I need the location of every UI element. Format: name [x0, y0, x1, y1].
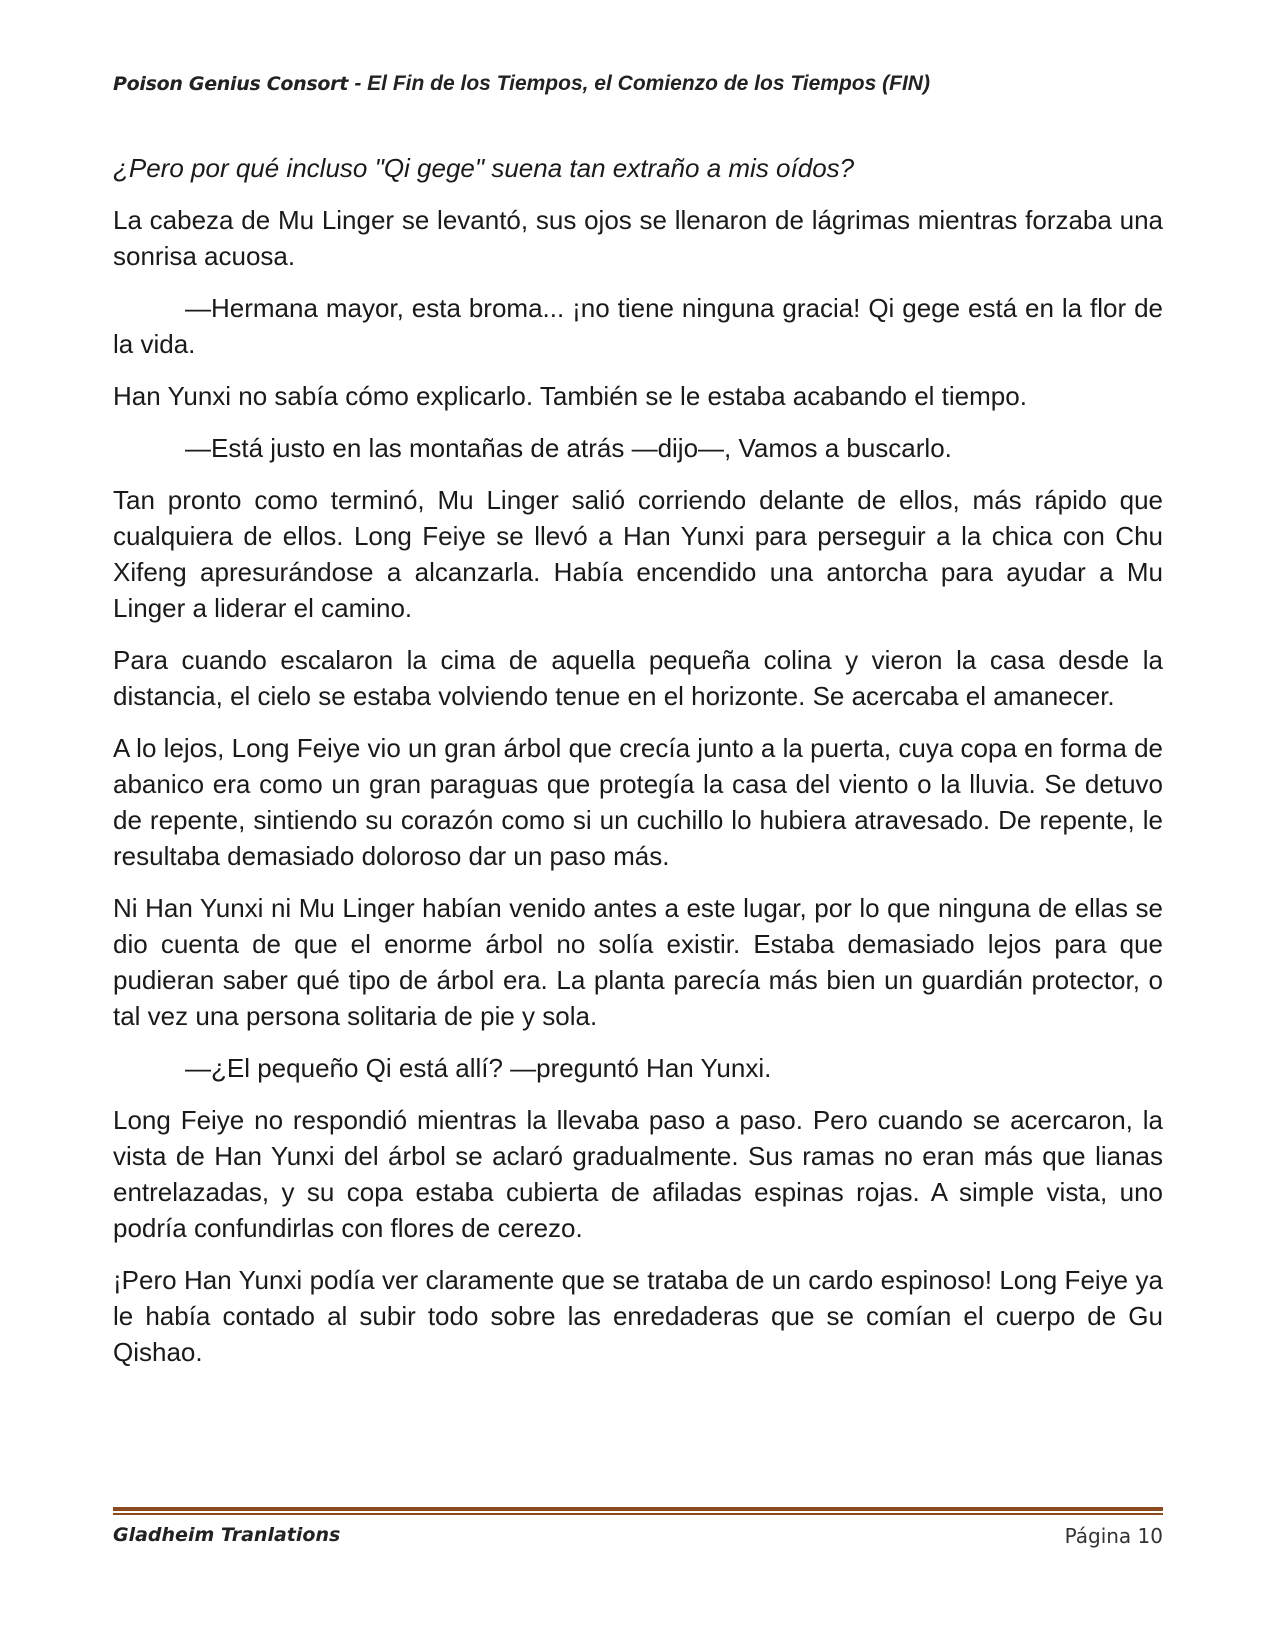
paragraph: —¿El pequeño Qi está allí? —preguntó Han Yunxi. — [185, 1053, 772, 1083]
paragraph: Tan pronto como terminó, Mu Linger salió corriendo delante de ellos, más rápido que cualquiera de ellos. Long Feiye se llevó a Han Yunxi para perseguir a la chica con Chu Xifeng apresurándose a alcanzarla. Había encendido una antorcha para ayudar a Mu Linger a liderar el camino. — [113, 485, 1163, 623]
paragraph: Han Yunxi no sabía cómo explicarlo. También se le estaba acabando el tiempo. — [113, 381, 1027, 411]
paragraph: —Hermana mayor, esta broma... ¡no tiene ninguna gracia! Qi gege está en la flor de la vida. — [113, 293, 1163, 359]
paragraph: ¿Pero por qué incluso "Qi gege" suena tan extraño a mis oídos? — [113, 153, 855, 183]
page-header — [113, 72, 1163, 96]
footer-publisher: Gladheim Tranlations — [113, 1524, 341, 1546]
footer-divider-thick — [113, 1507, 1163, 1511]
page-number: Página 10 — [1064, 1524, 1163, 1548]
paragraph: ¡Pero Han Yunxi podía ver claramente que se trataba de un cardo espinoso! Long Feiye ya le había contado al subir todo sobre las enredaderas que se comían el cuerpo de Gu Qishao. — [113, 1265, 1163, 1367]
paragraph: Para cuando escalaron la cima de aquella pequeña colina y vieron la casa desde la distancia, el cielo se estaba volviendo tenue en el horizonte. Se acercaba el amanecer. — [113, 645, 1163, 711]
paragraph: La cabeza de Mu Linger se levantó, sus ojos se llenaron de lágrimas mientras forzaba una sonrisa acuosa. — [113, 205, 1163, 271]
footer-divider — [113, 1507, 1163, 1516]
footer-divider-thin — [113, 1513, 1163, 1515]
paragraph: —Está justo en las montañas de atrás —dijo—, Vamos a buscarlo. — [185, 433, 952, 463]
header-chapter-title: - El Fin de los Tiempos, el Comienzo de los Tiempos (FIN) — [354, 72, 930, 95]
body-text — [113, 150, 1163, 1386]
paragraph: Ni Han Yunxi ni Mu Linger habían venido antes a este lugar, por lo que ninguna de ellas se dio cuenta de que el enorme árbol no solía existir. Estaba demasiado lejos para que pudieran saber qué tipo de árbol era. La planta parecía más bien un guardián protector, o tal vez una persona solitaria de pie y sola. — [113, 893, 1163, 1031]
paragraph: Long Feiye no respondió mientras la llevaba paso a paso. Pero cuando se acercaron, la vista de Han Yunxi del árbol se aclaró gradualmente. Sus ramas no eran más que lianas entrelazadas, y su copa estaba cubierta de afiladas espinas rojas. A simple vista, uno podría confundirlas con flores de cerezo. — [113, 1105, 1163, 1243]
paragraph: A lo lejos, Long Feiye vio un gran árbol que crecía junto a la puerta, cuya copa en forma de abanico era como un gran paraguas que protegía la casa del viento o la lluvia. Se detuvo de repente, sintiendo su corazón como si un cuchillo lo hubiera atravesado. De repente, le resultaba demasiado doloroso dar un paso más. — [113, 733, 1163, 871]
header-series-title: Poison Genius Consort — [113, 73, 355, 95]
